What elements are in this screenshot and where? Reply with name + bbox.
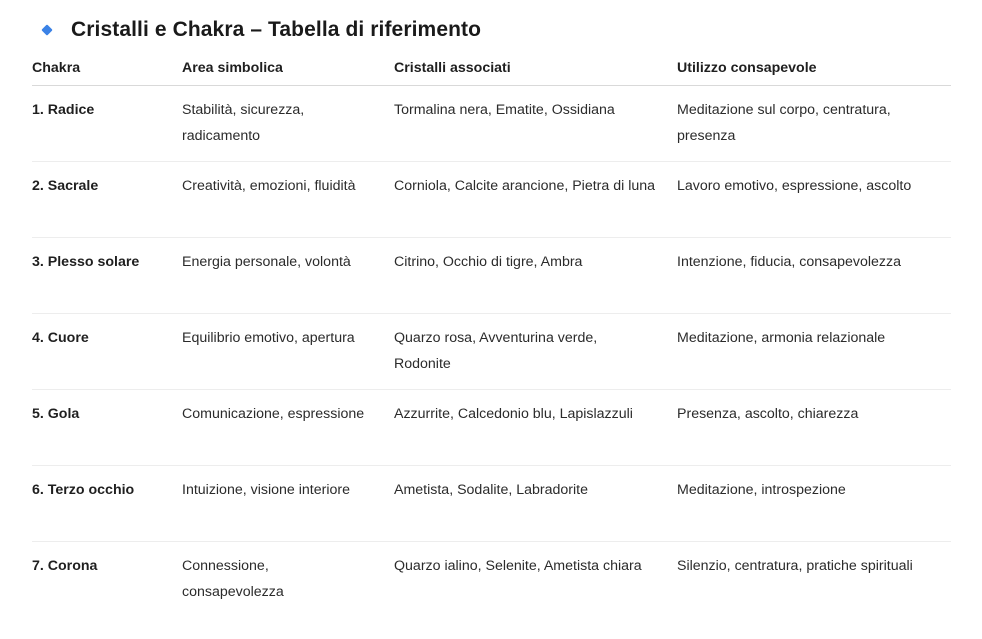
header-utilizzo-consapevole: Utilizzo consapevole: [677, 50, 951, 86]
cell-area: Stabilità, sicurezza, radicamento: [182, 86, 394, 162]
table-row: [32, 390, 951, 466]
page-title: [40, 14, 481, 46]
cell-crystals: Quarzo rosa, Avventurina verde, Rodonite: [394, 314, 677, 390]
header-chakra: Chakra: [32, 50, 182, 86]
cell-area: Equilibrio emotivo, apertura: [182, 314, 394, 390]
table-row: [32, 314, 951, 390]
table-row: [32, 86, 951, 162]
cell-chakra: 1. Radice: [32, 86, 182, 162]
cell-chakra: 5. Gola: [32, 390, 182, 466]
cell-chakra: 2. Sacrale: [32, 162, 182, 238]
cell-area: Creatività, emozioni, fluidità: [182, 162, 394, 238]
cell-chakra: 3. Plesso solare: [32, 238, 182, 314]
cell-usage: Meditazione sul corpo, centratura, presenza: [677, 86, 951, 162]
cell-usage: Silenzio, centratura, pratiche spirituali: [677, 558, 913, 574]
header-cristalli-associati: Cristalli associati: [394, 50, 677, 86]
table-header-row: [32, 50, 951, 86]
table-row: [32, 542, 951, 618]
cell-usage: Meditazione, introspezione: [677, 466, 951, 542]
cell-area: Energia personale, volontà: [182, 238, 394, 314]
header-area-simbolica: Area simbolica: [182, 50, 394, 86]
chakra-crystals-table: [32, 50, 951, 618]
cell-crystals: Citrino, Occhio di tigre, Ambra: [394, 238, 677, 314]
cell-area: Comunicazione, espressione: [182, 390, 394, 466]
cell-usage: Presenza, ascolto, chiarezza: [677, 390, 951, 466]
cell-usage: Meditazione, armonia relazionale: [677, 314, 951, 390]
cell-area: Connessione, consapevolezza: [182, 558, 284, 600]
cell-chakra: 6. Terzo occhio: [32, 466, 182, 542]
cell-crystals: Ametista, Sodalite, Labradorite: [394, 466, 677, 542]
cell-usage: Intenzione, fiducia, consapevolezza: [677, 238, 951, 314]
table-row: [32, 466, 951, 542]
cell-chakra: 7. Corona: [32, 558, 98, 574]
blue-diamond-icon: [41, 24, 52, 35]
title-text: Cristalli e Chakra – Tabella di riferimento: [71, 18, 482, 41]
cell-crystals: Azzurrite, Calcedonio blu, Lapislazzuli: [394, 390, 677, 466]
cell-chakra: 4. Cuore: [32, 314, 182, 390]
table-row: [32, 238, 951, 314]
cell-area: Intuizione, visione interiore: [182, 466, 394, 542]
cell-usage: Lavoro emotivo, espressione, ascolto: [677, 162, 951, 238]
table-row: [32, 162, 951, 238]
cell-crystals: Quarzo ialino, Selenite, Ametista chiara: [394, 558, 642, 574]
cell-crystals: Tormalina nera, Ematite, Ossidiana: [394, 86, 677, 162]
cell-crystals: Corniola, Calcite arancione, Pietra di luna: [394, 162, 677, 238]
